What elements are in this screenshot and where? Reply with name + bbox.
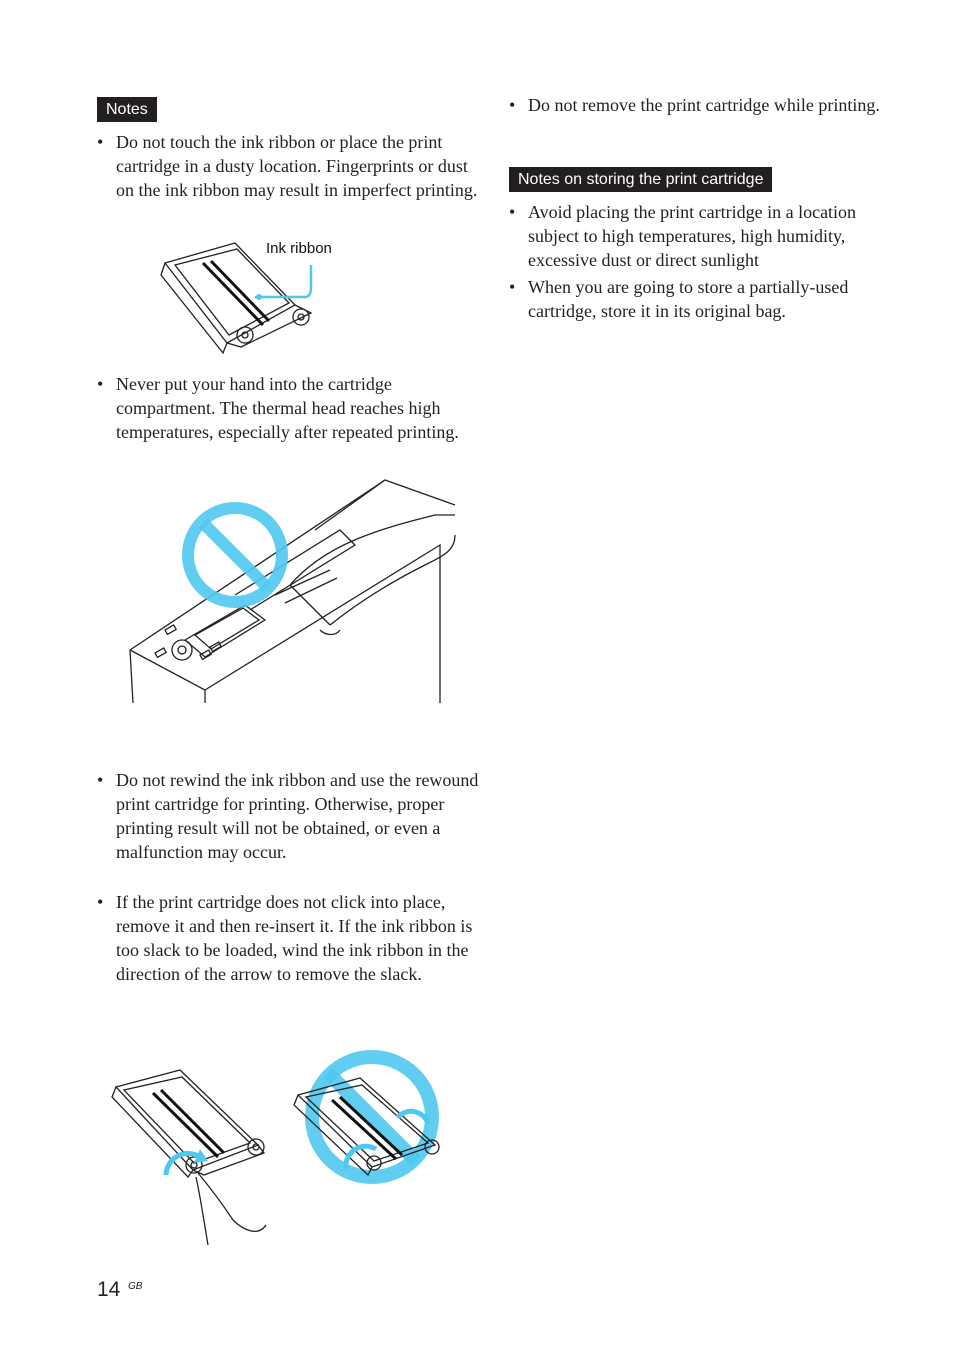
note-rewind-bullet: • Do not rewind the ink ribbon and use the rewound print cartridge for printing. Otherwise, proper printing result will not be obtained, or even a malfunction may occur. (97, 768, 481, 864)
notes-heading: Notes (97, 97, 157, 122)
note-dust-bullet: • Do not touch the ink ribbon or place the print cartridge in a dusty location. Fingerprints or dust on the ink ribbon may result in imperfect printing. (97, 130, 486, 202)
hand-in-printer-figure (125, 475, 460, 705)
ink-ribbon-figure (155, 235, 365, 355)
note-partial-cartridge-bullet: • When you are going to store a partially-used cartridge, store it in its original bag. (509, 275, 893, 323)
wind-ribbon-figure (108, 1065, 273, 1250)
note-storage-location-bullet: • Avoid placing the print cartridge in a location subject to high temperatures, high humidity, excessive dust or direct sunlight (509, 200, 893, 272)
storing-heading: Notes on storing the print cartridge (509, 167, 772, 192)
note-reinsert-bullet: • If the print cartridge does not click into place, remove it and then re-insert it. If the ink ribbon is too slack to be loaded, wind the ink ribbon in the direction of the arrow to remove the slack. (97, 890, 486, 986)
ink-ribbon-label: Ink ribbon (266, 240, 332, 257)
note-remove-while-printing-bullet: • Do not remove the print cartridge while printing. (509, 93, 888, 117)
page-language: GB (128, 1281, 143, 1292)
note-thermal-head-bullet: • Never put your hand into the cartridge compartment. The thermal head reaches high temperatures, especially after repeated printing. (97, 372, 476, 444)
page-number: 14 (97, 1278, 121, 1301)
wrong-wind-figure (290, 1045, 450, 1190)
